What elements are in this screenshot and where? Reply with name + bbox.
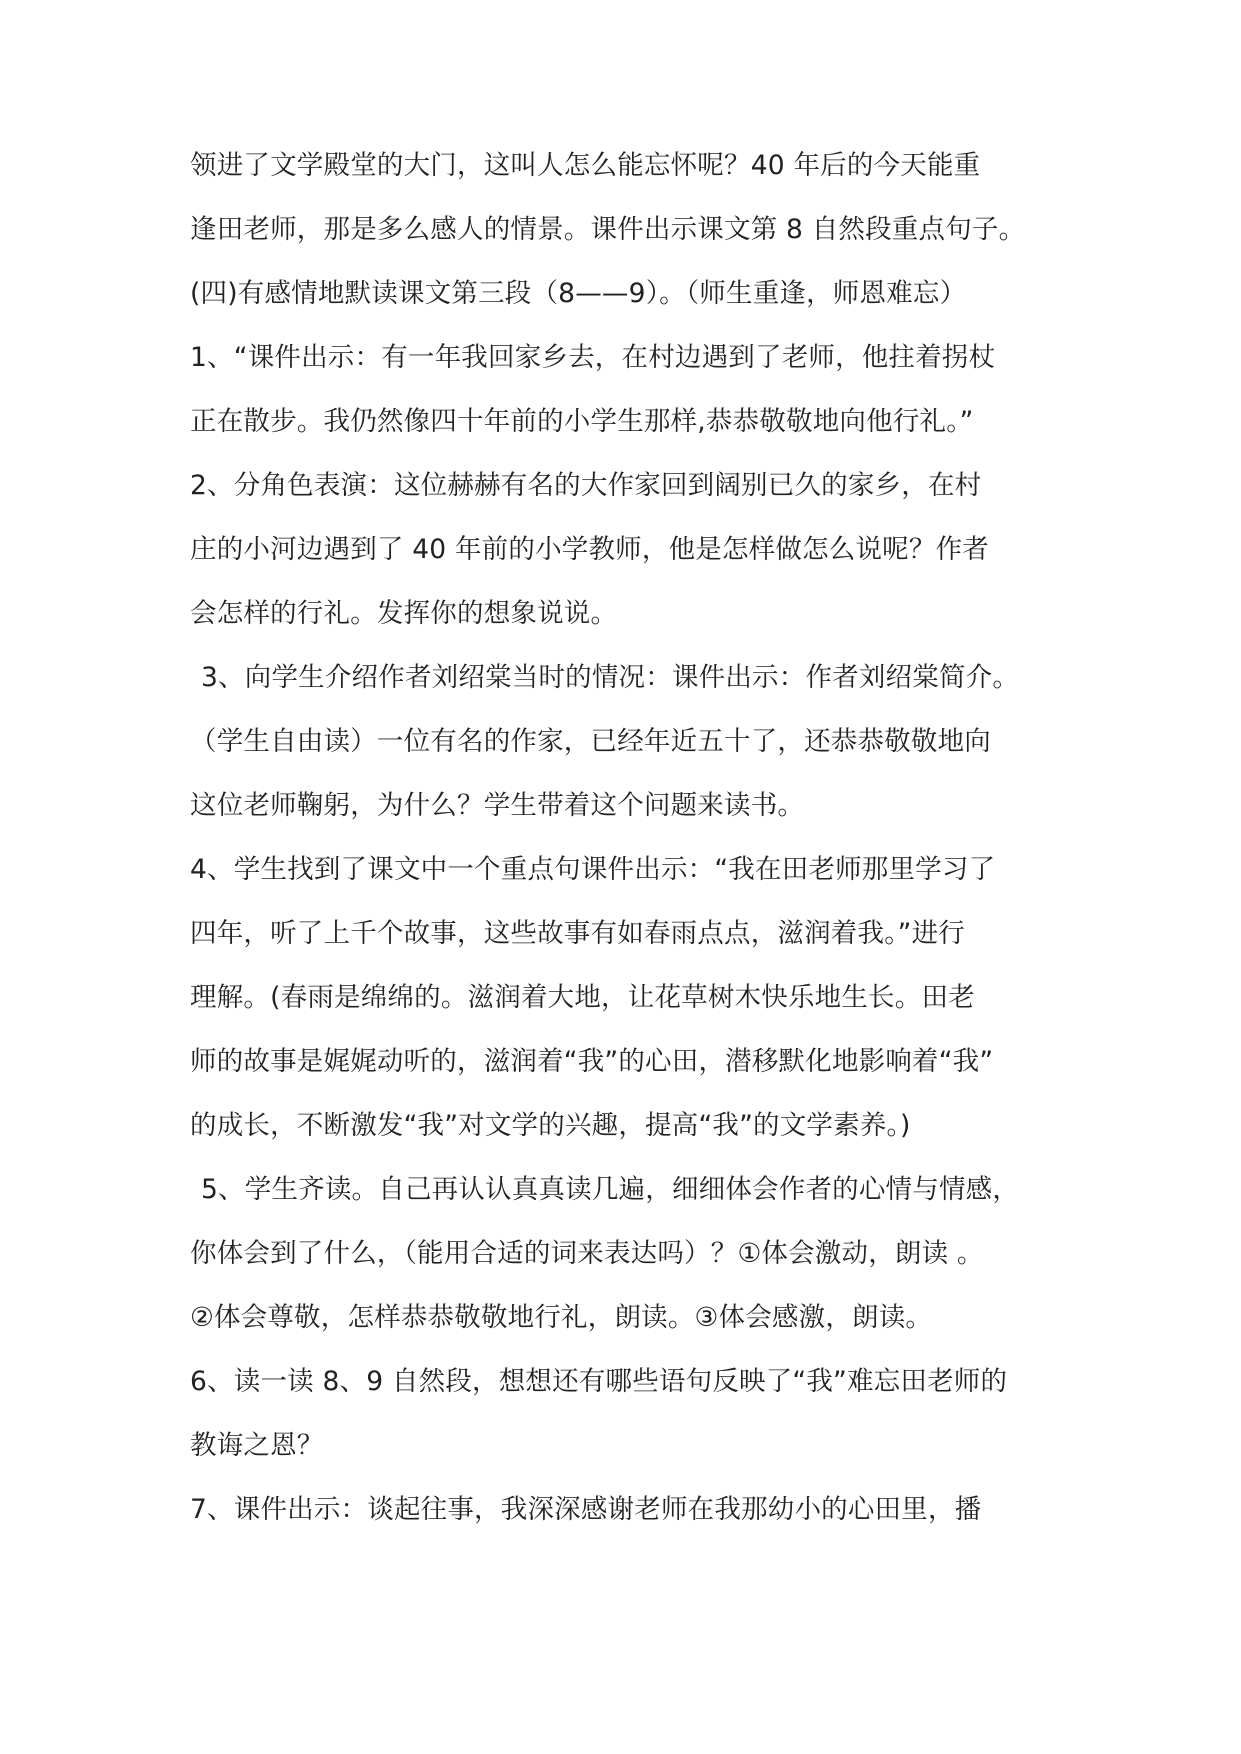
- text-line: （学生自由读）一位有名的作家，已经年近五十了，还恭恭敬敬地向: [190, 726, 991, 757]
- text-line: 教诲之恩？: [190, 1430, 324, 1461]
- text-line: ②体会尊敬，怎样恭恭敬敬地行礼，朗读。③体会感激，朗读。: [190, 1302, 933, 1333]
- text-line: 四年，听了上千个故事，这些故事有如春雨点点，滋润着我。”进行: [190, 918, 965, 949]
- text-line: 庄的小河边遇到了 40 年前的小学教师，他是怎样做怎么说呢？作者: [190, 534, 989, 565]
- text-line: 7、课件出示：谈起往事，我深深感谢老师在我那幼小的心田里，播: [190, 1494, 982, 1525]
- text-line: 理解。(春雨是绵绵的。滋润着大地，让花草树木快乐地生长。田老: [190, 982, 975, 1013]
- text-line: 正在散步。我仍然像四十年前的小学生那样,恭恭敬敬地向他行礼。”: [190, 406, 974, 437]
- text-line: 这位老师鞠躬，为什么？学生带着这个问题来读书。: [190, 790, 805, 821]
- text-line: 会怎样的行礼。发挥你的想象说说。: [190, 598, 618, 629]
- text-line: 2、分角色表演：这位赫赫有名的大作家回到阔别已久的家乡，在村: [190, 470, 982, 501]
- text-line: 5、学生齐读。自己再认认真真读几遍，细细体会作者的心情与情感，: [201, 1174, 1020, 1205]
- text-line: 逢田老师，那是多么感人的情景。课件出示课文第 8 自然段重点句子。: [190, 214, 1026, 245]
- text-line: 的成长，不断激发“我”对文学的兴趣，提高“我”的文学素养。): [190, 1110, 911, 1141]
- text-line: 3、向学生介绍作者刘绍棠当时的情况：课件出示：作者刘绍棠简介。: [201, 662, 1020, 693]
- text-line: 6、读一读 8、9 自然段，想想还有哪些语句反映了“我”难忘田老师的: [190, 1366, 1008, 1397]
- text-line: 4、学生找到了课文中一个重点句课件出示：“我在田老师那里学习了: [190, 854, 996, 885]
- text-line: 你体会到了什么，（能用合适的词来表达吗）？①体会激动，朗读 。: [190, 1238, 984, 1269]
- text-line: 师的故事是娓娓动听的，滋润着“我”的心田，潜移默化地影响着“我”: [190, 1046, 994, 1077]
- text-line: 1、“课件出示：有一年我回家乡去，在村边遇到了老师，他拄着拐杖: [190, 342, 996, 373]
- text-line: 领进了文学殿堂的大门，这叫人怎么能忘怀呢？40 年后的今天能重: [190, 150, 981, 181]
- text-line: (四)有感情地默读课文第三段（8——9）。（师生重逢，师恩难忘）: [190, 278, 967, 309]
